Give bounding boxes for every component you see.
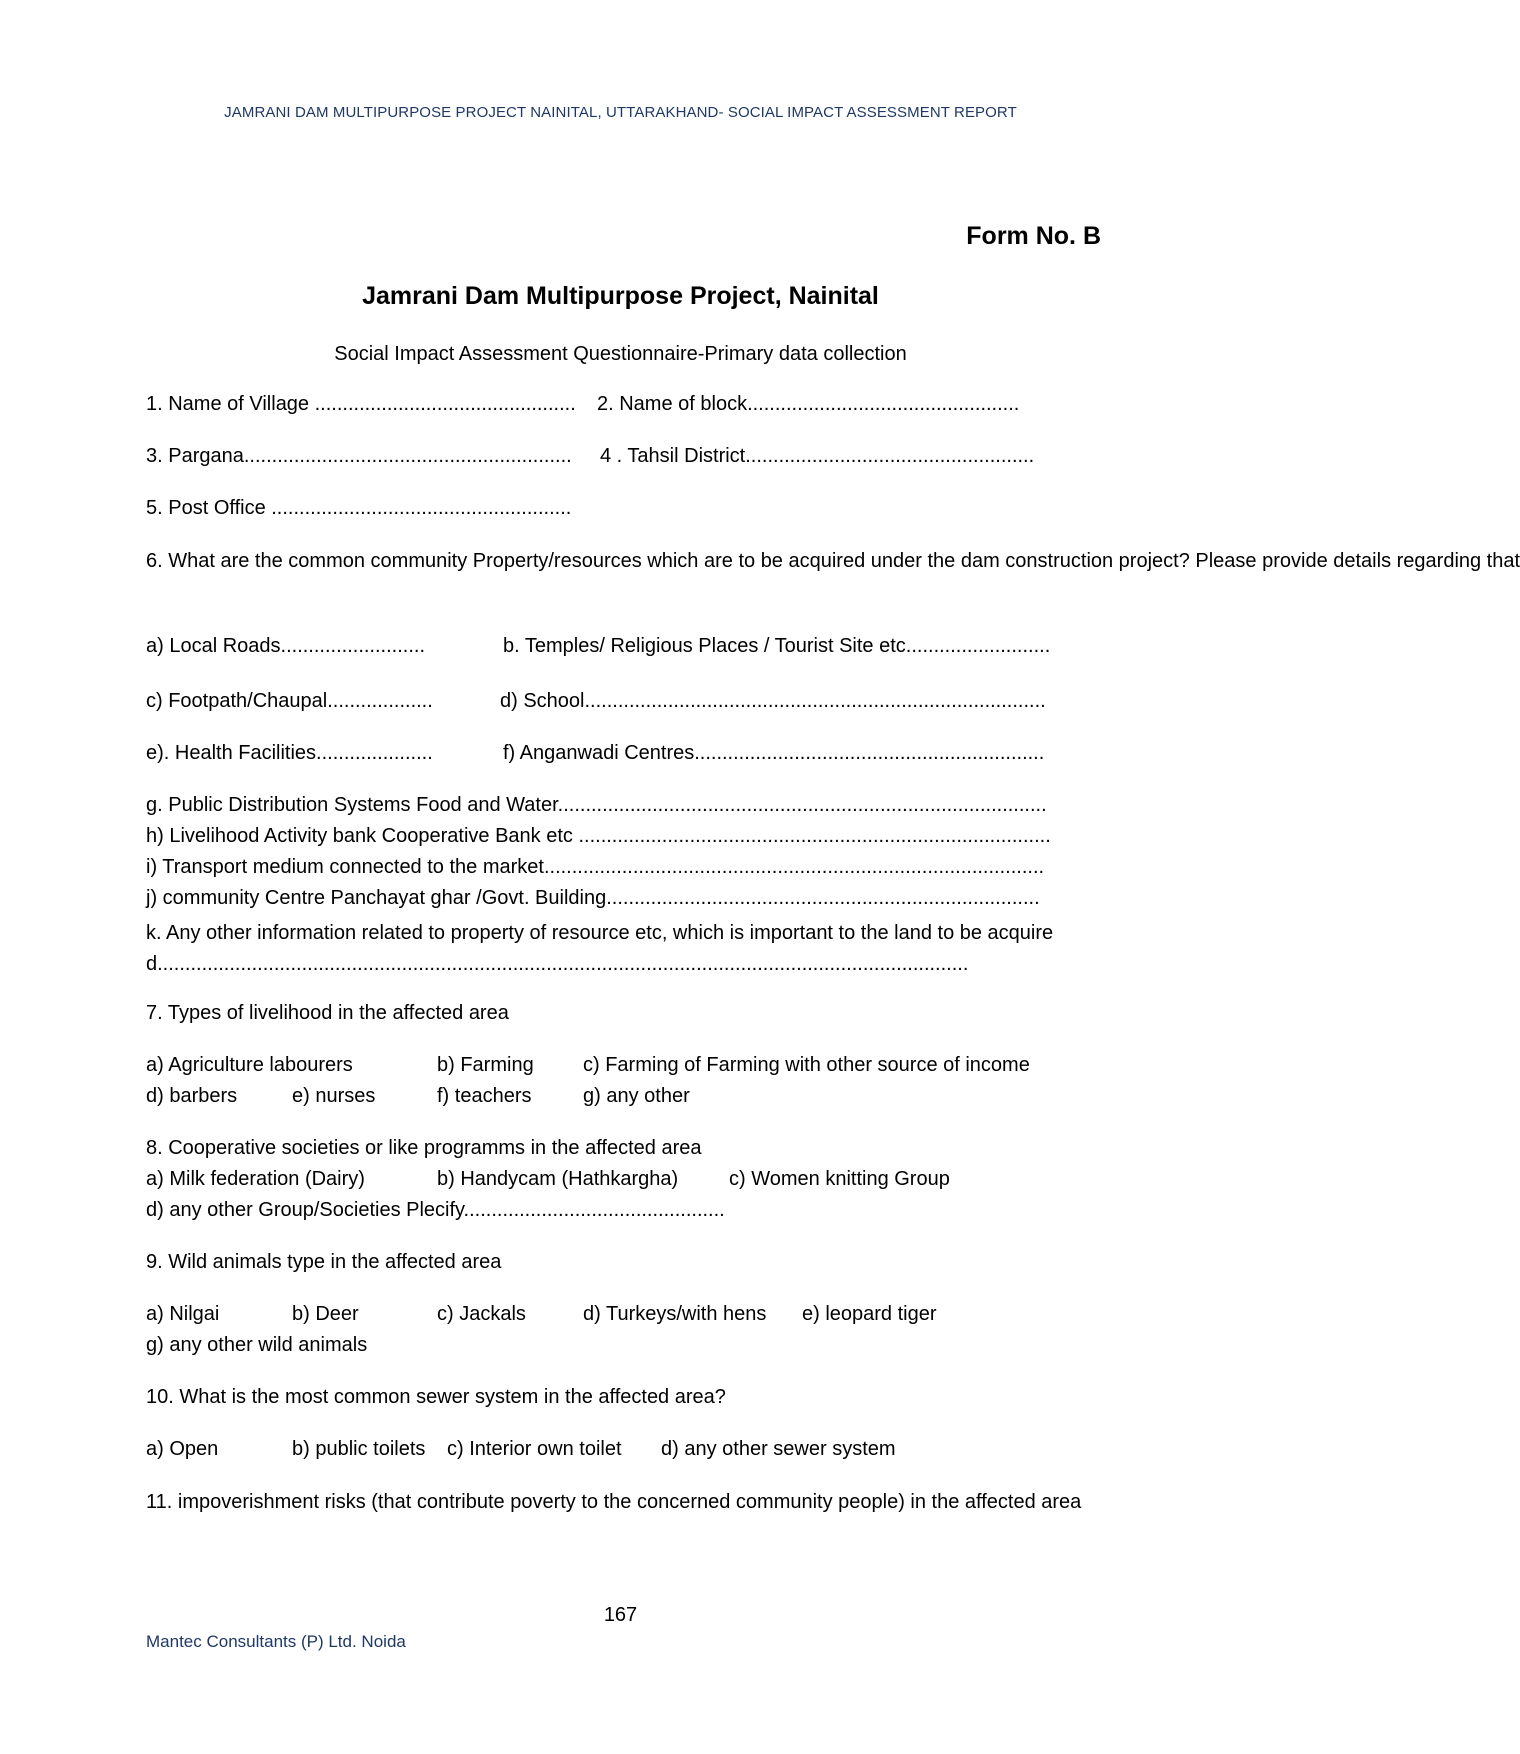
field-post-office: 5. Post Office ......................................................: [146, 497, 572, 519]
q7-item-d: d) barbers: [146, 1085, 238, 1107]
q7-item-g: g) any other: [583, 1085, 690, 1107]
q9-item-a: a) Nilgai: [146, 1303, 220, 1325]
q8-item-c: c) Women knitting Group: [729, 1168, 950, 1190]
question-8: 8. Cooperative societies or like programms in the affected area: [146, 1137, 702, 1159]
field-block-name: 2. Name of block.................................................: [597, 393, 1020, 415]
q6-item-j: j) community Centre Panchayat ghar /Govt. Building..............................................................................: [146, 887, 1040, 909]
field-village-name: 1. Name of Village ...............................................: [146, 393, 576, 415]
q10-item-c: c) Interior own toilet: [447, 1438, 622, 1460]
q6-item-g: g. Public Distribution Systems Food and Water........................................................................................: [146, 794, 1047, 816]
q7-item-c: c) Farming of Farming with other source of income: [583, 1054, 1030, 1076]
question-11: 11. impoverishment risks (that contribute poverty to the concerned community people) in the affected area: [146, 1491, 1082, 1513]
question-6: 6. What are the common community Property/resources which are to be acquired under the dam construction project? Please provide details regarding that: [146, 550, 1520, 572]
question-7: 7. Types of livelihood in the affected area: [146, 1002, 509, 1024]
q8-item-b: b) Handycam (Hathkargha): [437, 1168, 679, 1190]
q6-item-c: c) Footpath/Chaupal...................: [146, 690, 433, 712]
q9-item-d: d) Turkeys/with hens: [583, 1303, 767, 1325]
q9-item-g: g) any other wild animals: [146, 1334, 368, 1356]
page-number: 167: [603, 1604, 638, 1626]
q6-item-b: b. Temples/ Religious Places / Tourist Site etc..........................: [503, 635, 1051, 657]
q9-item-e: e) leopard tiger: [802, 1303, 937, 1325]
q6-item-f: f) Anganwadi Centres...............................................................: [503, 742, 1045, 764]
q7-item-f: f) teachers: [437, 1085, 532, 1107]
q10-item-b: b) public toilets: [292, 1438, 426, 1460]
q8-item-a: a) Milk federation (Dairy): [146, 1168, 365, 1190]
field-pargana: 3. Pargana...........................................................: [146, 445, 572, 467]
q6-item-k: k. Any other information related to property of resource etc, which is important to the land to be acquired..................................................................................................................................................: [146, 922, 1054, 975]
q7-item-b: b) Farming: [437, 1054, 534, 1076]
q6-item-e: e). Health Facilities.....................: [146, 742, 433, 764]
q7-item-e: e) nurses: [292, 1085, 376, 1107]
q10-item-a: a) Open: [146, 1438, 219, 1460]
q7-item-a: a) Agriculture labourers: [146, 1054, 353, 1076]
document-subtitle: Social Impact Assessment Questionnaire-Primary data collection: [334, 343, 907, 365]
question-9: 9. Wild animals type in the affected area: [146, 1251, 502, 1273]
q8-item-d: d) any other Group/Societies Plecify...............................................: [146, 1199, 725, 1221]
form-number: Form No. B: [966, 222, 1101, 250]
question-10: 10. What is the most common sewer system in the affected area?: [146, 1386, 726, 1408]
q10-item-d: d) any other sewer system: [661, 1438, 896, 1460]
q6-item-d: d) School...................................................................................: [500, 690, 1046, 712]
document-title: Jamrani Dam Multipurpose Project, Nainital: [362, 282, 879, 310]
q9-item-c: c) Jackals: [437, 1303, 526, 1325]
field-tahsil-district: 4 . Tahsil District....................................................: [600, 445, 1035, 467]
running-footer: Mantec Consultants (P) Ltd. Noida: [146, 1632, 406, 1651]
q6-item-h: h) Livelihood Activity bank Cooperative Bank etc .....................................................................................: [146, 825, 1051, 847]
running-header: JAMRANI DAM MULTIPURPOSE PROJECT NAINITAL, UTTARAKHAND- SOCIAL IMPACT ASSESSMENT REPORT: [224, 104, 1017, 121]
q9-item-b: b) Deer: [292, 1303, 359, 1325]
q6-item-a: a) Local Roads..........................: [146, 635, 425, 657]
q6-item-i: i) Transport medium connected to the market..........................................................................................: [146, 856, 1045, 878]
